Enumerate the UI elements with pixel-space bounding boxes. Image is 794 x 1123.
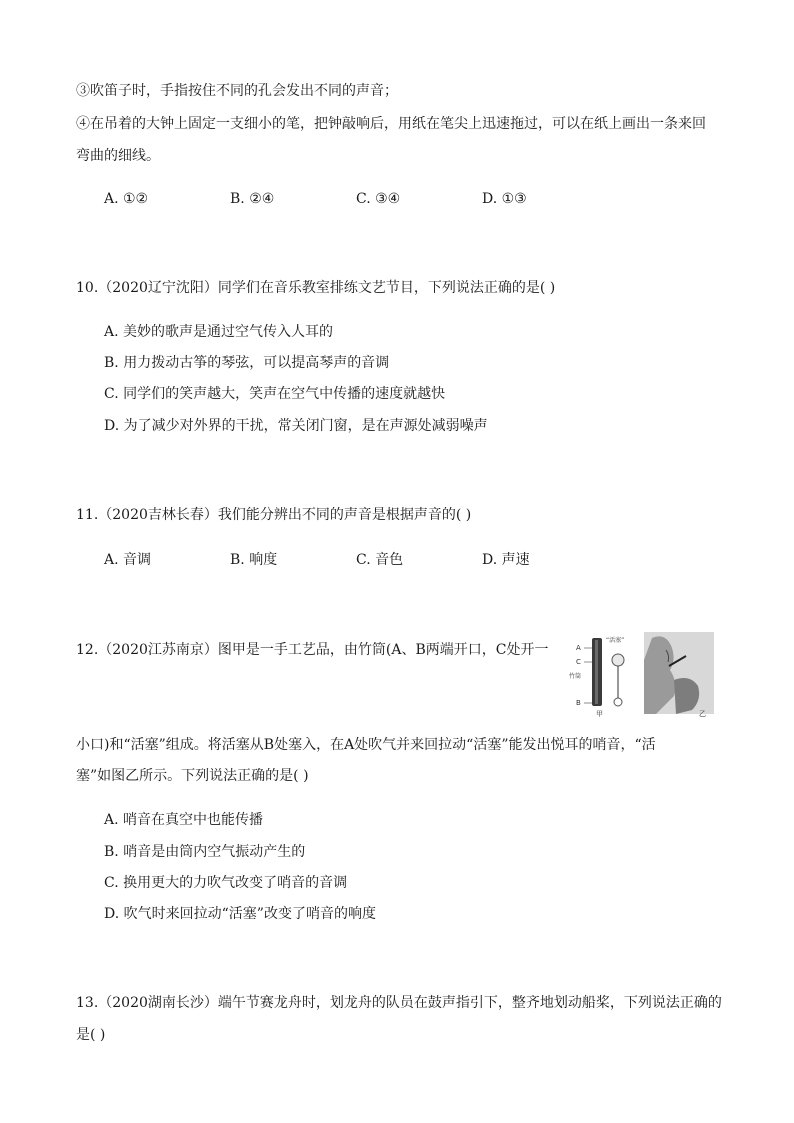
intro-line-4-cont: 弯曲的细线。 [76,148,160,164]
figure-caption-yi: 乙 [699,710,706,718]
figure-label-piston: “活塞” [606,637,625,644]
q9-option-c: C. ③④ [356,191,401,207]
q11-option-a: A. 音调 [104,552,152,568]
figure-label-a: A [576,644,581,652]
piston-head-shape [612,654,624,666]
q10-stem: 10.（2020辽宁沈阳）同学们在音乐教室排练文艺节目，下列说法正确的是( ) [76,280,556,296]
q12-option-d: D. 吹气时来回拉动“活塞”改变了哨音的响度 [104,906,376,922]
q13-stem-line2: 是( ) [76,1027,106,1043]
q10-option-a: A. 美妙的歌声是通过空气传入人耳的 [104,324,334,340]
q12-stem-line2: 小口)和“活塞”组成。将活塞从B处塞入，在A处吹气并来回拉动“活塞”能发出悦耳的哨音，“活 [76,737,656,753]
q10-option-c: C. 同学们的笑声越大，笑声在空气中传播的速度就越快 [104,386,446,402]
q12-figure [566,630,716,718]
q9-option-b: B. ②④ [230,191,275,207]
q11-option-d: D. 声速 [482,552,530,568]
q13-stem-line1: 13.（2020湖南长沙）端午节赛龙舟时，划龙舟的队员在鼓声指引下，整齐地划动船桨，下列说法正确的 [76,995,722,1011]
q12-option-a: A. 哨音在真空中也能传播 [104,812,264,828]
q10-option-b: B. 用力拨动古筝的琴弦，可以提高琴声的音调 [104,355,390,371]
q12-stem-line1: 12.（2020江苏南京）图甲是一手工艺品，由竹筒(A、B两端开口，C处开一 [76,642,549,658]
q9-option-d: D. ①③ [482,191,527,207]
q11-stem: 11.（2020吉林长春）我们能分辨出不同的声音是根据声音的( ) [76,507,472,523]
figure-label-b: B [576,699,581,707]
figure-label-tube: 竹筒 [569,673,582,680]
q11-option-c: C. 音色 [356,552,404,568]
figure-label-c: C [576,658,581,666]
q12-option-c: C. 换用更大的力吹气改变了哨音的音调 [104,875,348,891]
q11-option-b: B. 响度 [230,552,278,568]
q10-option-d: D. 为了减少对外界的干扰，常关闭门窗，是在声源处减弱噪声 [104,418,488,434]
intro-line-3: ③吹笛子时，手指按住不同的孔会发出不同的声音； [76,83,398,99]
figure-caption-jia: 甲 [596,710,603,718]
intro-line-4: ④在吊着的大钟上固定一支细小的笔，把钟敲响后，用纸在笔尖上迅速拖过，可以在纸上画出一条来回 [76,116,706,132]
q12-option-b: B. 哨音是由筒内空气振动产生的 [104,844,306,860]
q9-option-a: A. ①② [104,191,149,207]
q12-stem-line3: 塞”如图乙所示。下列说法正确的是( ) [76,768,309,784]
